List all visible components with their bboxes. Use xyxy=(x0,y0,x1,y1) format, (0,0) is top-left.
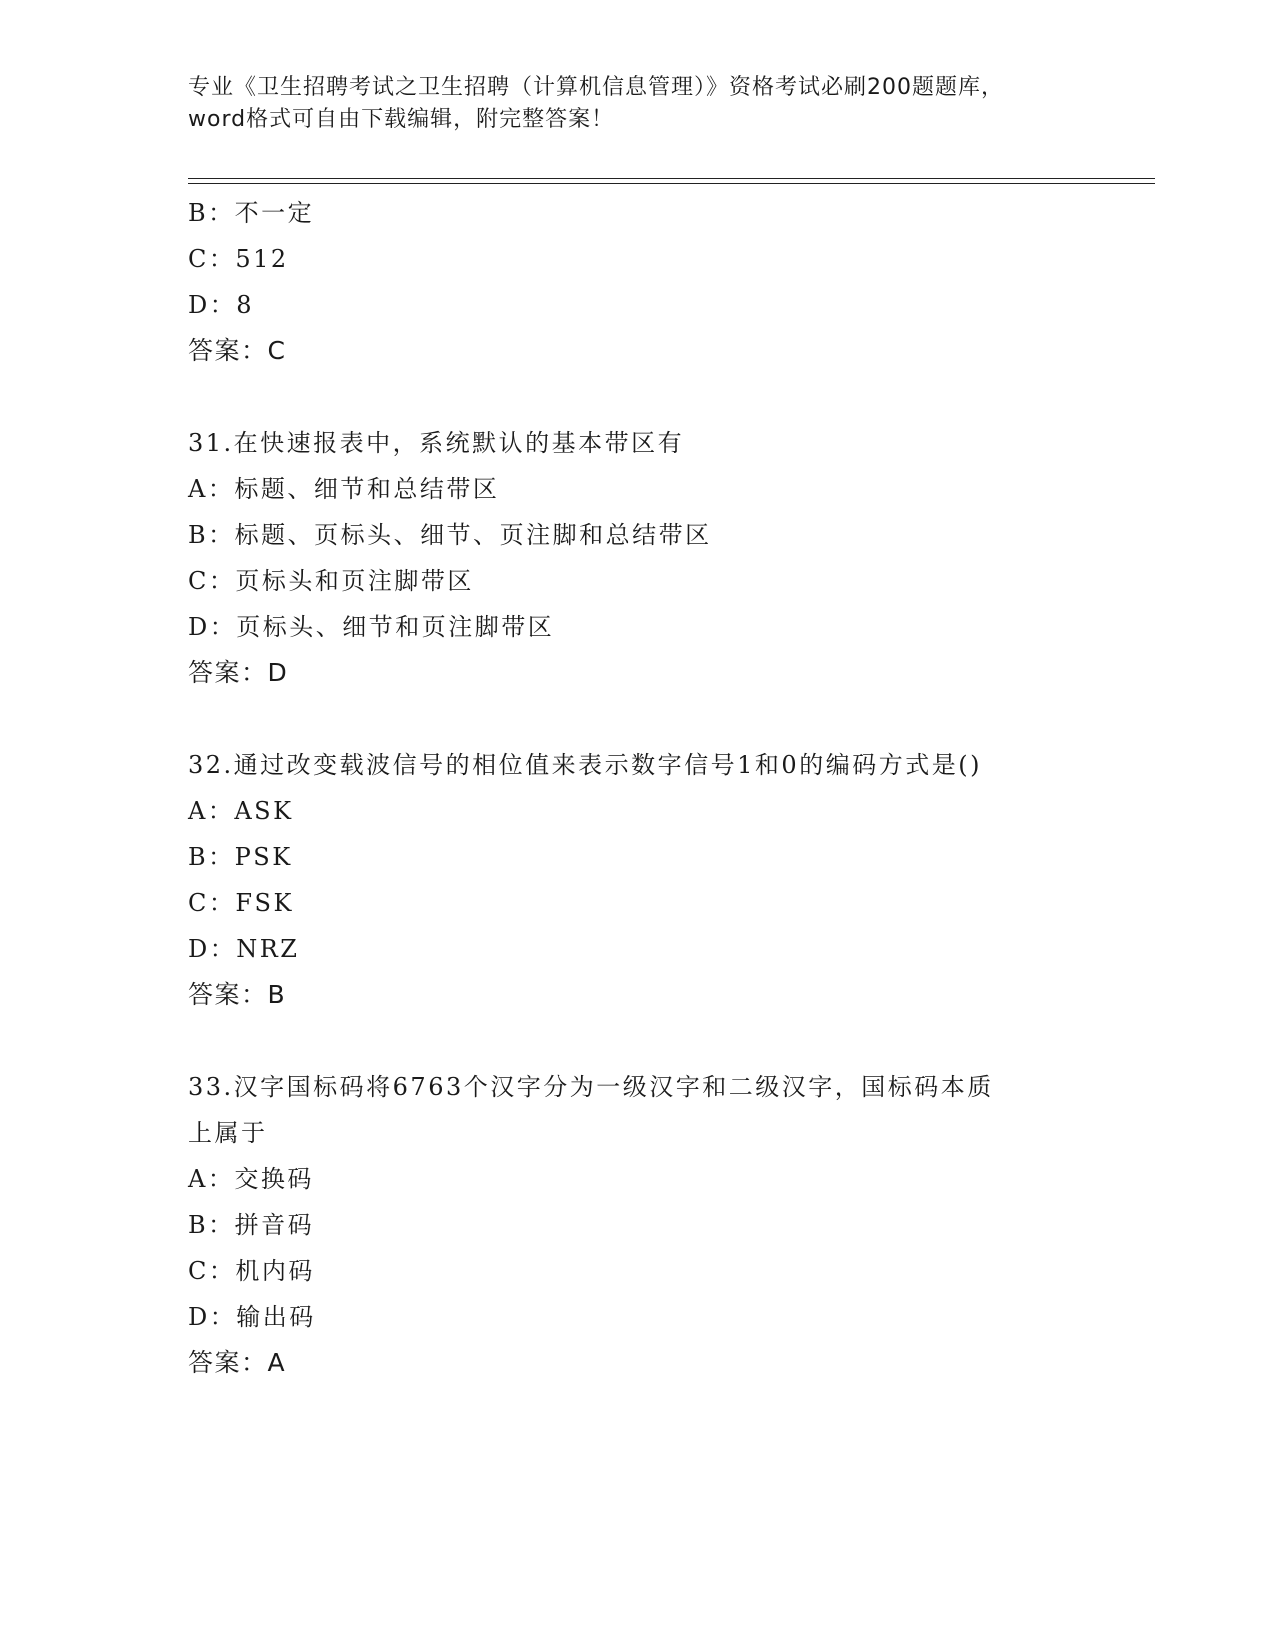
header-line-1: 专业《卫生招聘考试之卫生招聘（计算机信息管理）》资格考试必刷200题题库， xyxy=(188,75,1004,100)
question-stem-line-2: 上属于 xyxy=(188,1119,268,1147)
answer-line: 答案：A xyxy=(188,1348,287,1377)
header-rule-top xyxy=(188,178,1155,179)
option-c: C：页标头和页注脚带区 xyxy=(188,567,474,595)
option-d: D：输出码 xyxy=(188,1303,316,1331)
question-31 xyxy=(188,420,1088,696)
option-a: A：标题、细节和总结带区 xyxy=(188,475,500,503)
option-d: D：页标头、细节和页注脚带区 xyxy=(188,613,555,641)
option-c: C：512 xyxy=(188,245,289,273)
question-32 xyxy=(188,742,1088,1018)
header-line-2: word格式可自由下载编辑，附完整答案！ xyxy=(188,107,615,132)
option-c: C：FSK xyxy=(188,889,294,917)
document-body xyxy=(188,190,1088,1386)
question-stem: 32.通过改变载波信号的相位值来表示数字信号1和0的编码方式是() xyxy=(188,751,982,779)
option-b: B：标题、页标头、细节、页注脚和总结带区 xyxy=(188,521,712,549)
header-rule-bottom xyxy=(188,183,1155,184)
answer-line: 答案：B xyxy=(188,980,287,1009)
option-b: B：PSK xyxy=(188,843,293,871)
question-stem-line-1: 33.汉字国标码将6763个汉字分为一级汉字和二级汉字，国标码本质 xyxy=(188,1073,994,1101)
answer-line: 答案：C xyxy=(188,336,287,365)
option-b: B：拼音码 xyxy=(188,1211,315,1239)
option-a: A：交换码 xyxy=(188,1165,314,1193)
option-a: A：ASK xyxy=(188,797,294,825)
question-continuation xyxy=(188,190,1088,374)
option-d: D：8 xyxy=(188,291,255,319)
option-c: C：机内码 xyxy=(188,1257,315,1285)
answer-line: 答案：D xyxy=(188,658,289,687)
option-b: B：不一定 xyxy=(188,199,315,227)
question-33 xyxy=(188,1064,1088,1386)
document-header xyxy=(188,72,1088,136)
question-stem: 31.在快速报表中，系统默认的基本带区有 xyxy=(188,429,685,457)
option-d: D：NRZ xyxy=(188,935,300,963)
